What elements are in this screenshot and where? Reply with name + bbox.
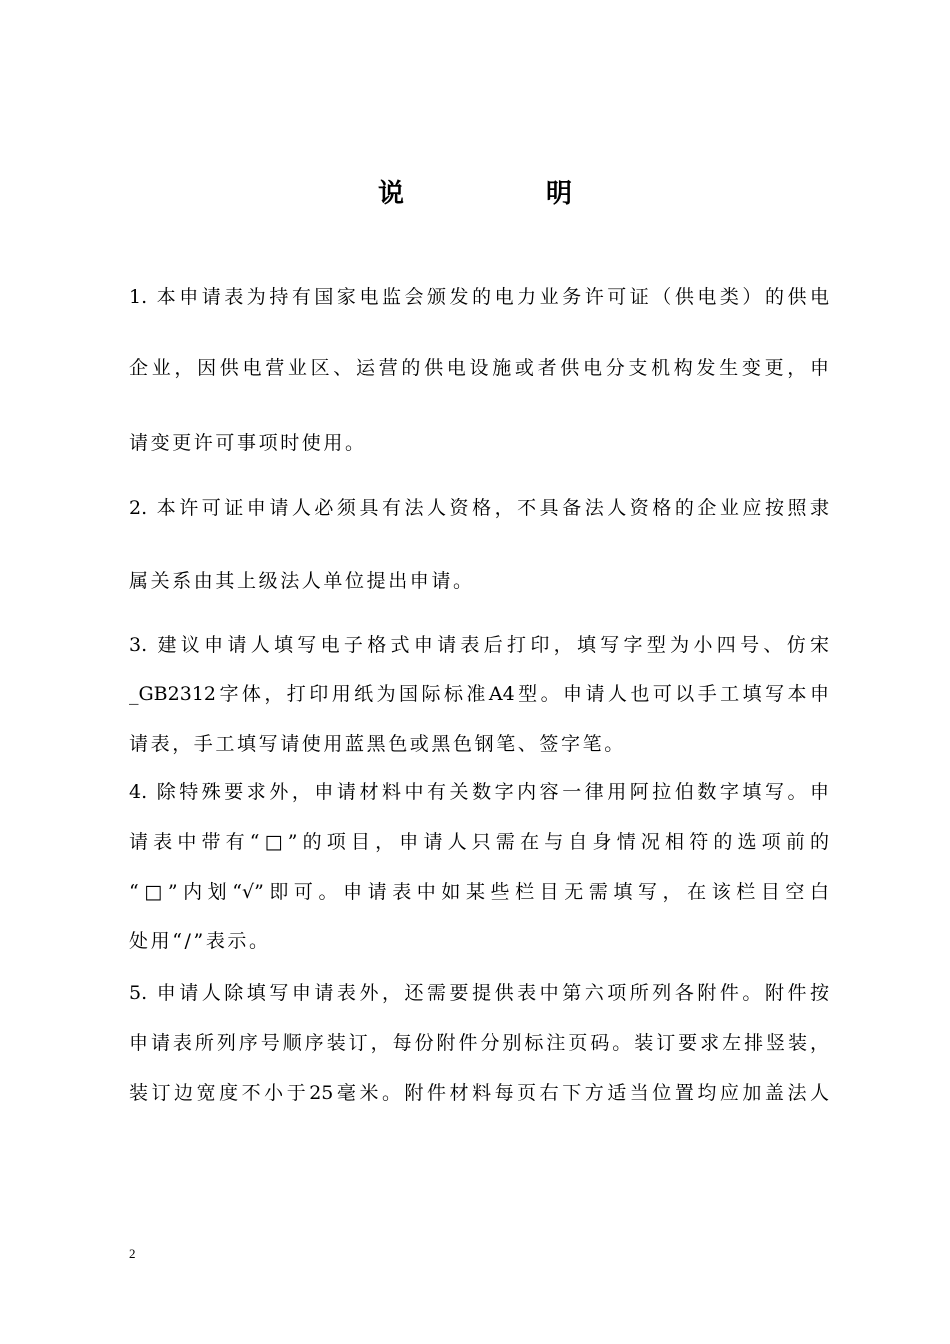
page-number: 2 xyxy=(129,1246,136,1261)
page-title: 说 明 xyxy=(377,179,630,209)
paragraph-line: 装订边宽度不小于25毫米。附件材料每页右下方适当位置均应加盖法人 xyxy=(129,1082,829,1104)
paragraph-line: 1. 本申请表为持有国家电监会颁发的电力业务许可证（供电类）的供电 xyxy=(129,286,829,308)
paragraph-line: 请表中带有“□”的项目，申请人只需在与自身情况相符的选项前的 xyxy=(129,831,829,853)
paragraph-line: 5. 申请人除填写申请表外，还需要提供表中第六项所列各附件。附件按 xyxy=(129,982,829,1004)
paragraph-line: 企业，因供电营业区、运营的供电设施或者供电分支机构发生变更，申 xyxy=(129,357,829,379)
paragraph-line: 3. 建议申请人填写电子格式申请表后打印，填写字型为小四号、仿宋 xyxy=(129,634,829,656)
paragraph-line: 属关系由其上级法人单位提出申请。 xyxy=(129,570,475,592)
paragraph-line: 4. 除特殊要求外，申请材料中有关数字内容一律用阿拉伯数字填写。申 xyxy=(129,781,829,803)
paragraph-line: 请表，手工填写请使用蓝黑色或黑色钢笔、签字笔。 xyxy=(129,733,626,755)
paragraph-line: 申请表所列序号顺序装订，每份附件分别标注页码。装订要求左排竖装， xyxy=(129,1032,829,1054)
paragraph-line: 请变更许可事项时使用。 xyxy=(129,432,367,454)
paragraph-line: _GB2312字体，打印用纸为国际标准A4型。申请人也可以手工填写本申 xyxy=(129,683,829,705)
paragraph-line: 处用“/”表示。 xyxy=(129,930,271,952)
paragraph-line: “□”内划“√”即可。申请表中如某些栏目无需填写，在该栏目空白 xyxy=(129,881,829,903)
paragraph-line: 2. 本许可证申请人必须具有法人资格，不具备法人资格的企业应按照隶 xyxy=(129,497,829,519)
